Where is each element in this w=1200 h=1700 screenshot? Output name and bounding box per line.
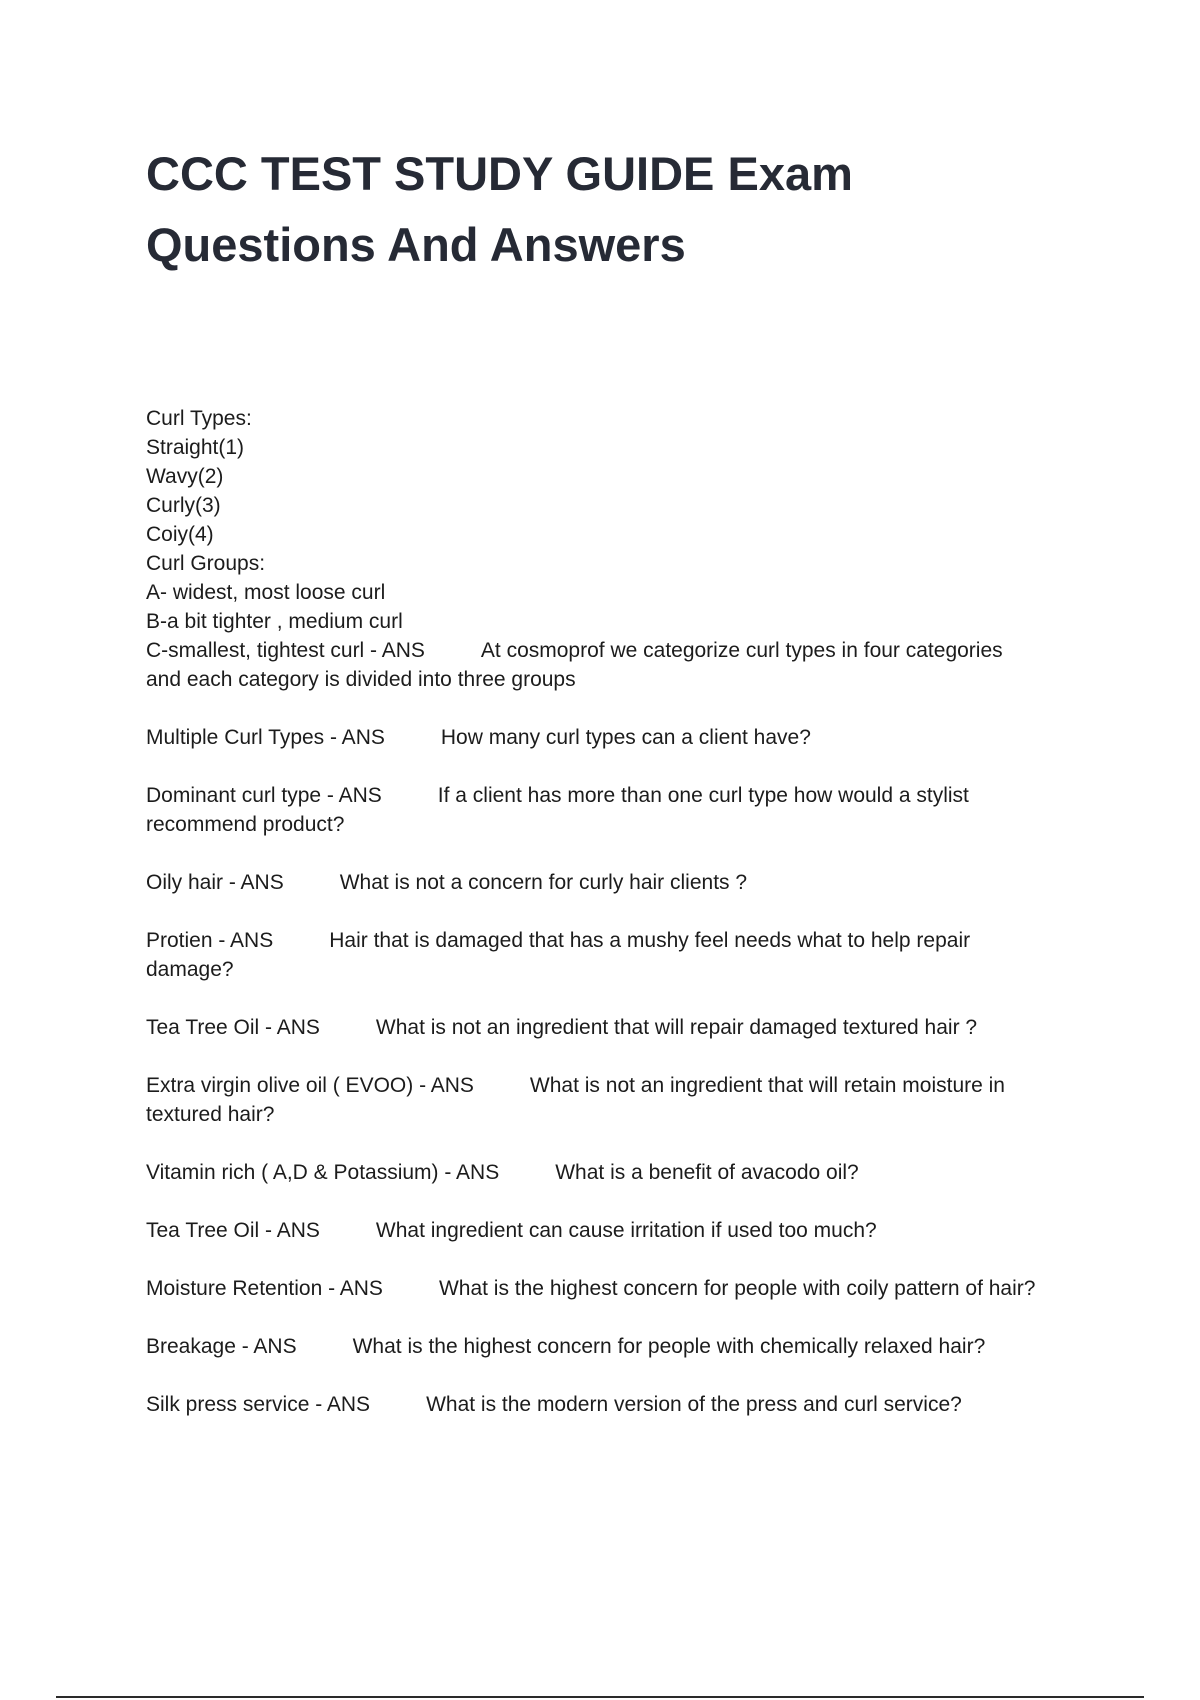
qa-line — [146, 868, 1086, 897]
curl-line: A- widest, most loose curl — [146, 581, 386, 604]
qa-term: Protien - ANS — [146, 929, 274, 952]
qa-list — [146, 723, 1086, 1419]
qa-question: How many curl types can a client have? — [440, 726, 811, 749]
qa-term: Vitamin rich ( A,D & Potassium) - ANS — [146, 1161, 500, 1184]
qa-term: Dominant curl type - ANS — [146, 784, 382, 807]
qa-term: Tea Tree Oil - ANS — [146, 1219, 320, 1242]
qa-line — [146, 723, 1086, 752]
qa-item — [146, 781, 1086, 839]
qa-question: What is not an ingredient that will retain moisture in — [529, 1074, 1005, 1097]
qa-term: Multiple Curl Types - ANS — [146, 726, 385, 749]
qa-item — [146, 868, 1086, 897]
title-line-1: CCC TEST STUDY GUIDE Exam — [146, 147, 853, 200]
qa-item — [146, 1274, 1086, 1303]
qa-line — [146, 1071, 1086, 1100]
qa-line — [146, 1158, 1086, 1187]
qa-line — [146, 1216, 1086, 1245]
qa-question: What is a benefit of avacodo oil? — [555, 1161, 859, 1184]
qa-item — [146, 1332, 1086, 1361]
qa-question: What is the highest concern for people with coily pattern of hair? — [438, 1277, 1036, 1300]
qa-question-continuation: recommend product? — [146, 813, 345, 836]
qa-item — [146, 1390, 1086, 1419]
curl-line: Wavy(2) — [146, 465, 224, 488]
title-line-2: Questions And Answers — [146, 218, 686, 271]
curl-answer-continuation: and each category is divided into three groups — [146, 668, 576, 691]
curl-line: Curl Groups: — [146, 552, 266, 575]
qa-question: Hair that is damaged that has a mushy feel needs what to help repair — [329, 929, 971, 952]
qa-question: If a client has more than one curl type how would a stylist — [437, 784, 969, 807]
curl-answer: At cosmoprof we categorize curl types in four categories — [480, 639, 1003, 662]
qa-item — [146, 1158, 1086, 1187]
curl-term: C-smallest, tightest curl - ANS — [146, 639, 425, 662]
qa-question-continuation: damage? — [146, 958, 234, 981]
qa-line — [146, 781, 1086, 810]
qa-item — [146, 1071, 1086, 1129]
qa-term: Moisture Retention - ANS — [146, 1277, 383, 1300]
qa-content — [146, 404, 1086, 1448]
page-title — [146, 138, 1046, 280]
qa-term: Oily hair - ANS — [146, 871, 284, 894]
qa-item — [146, 1013, 1086, 1042]
qa-question: What is not an ingredient that will repair damaged textured hair ? — [375, 1016, 978, 1039]
qa-line — [146, 1013, 1086, 1042]
qa-term: Tea Tree Oil - ANS — [146, 1016, 320, 1039]
qa-question: What is the modern version of the press and curl service? — [426, 1393, 962, 1416]
qa-line — [146, 926, 1086, 955]
curl-line: Curl Types: — [146, 407, 252, 430]
curl-answer-line — [146, 636, 1086, 665]
qa-question-continuation: textured hair? — [146, 1103, 275, 1126]
curl-line: Curly(3) — [146, 494, 221, 517]
curl-line: Straight(1) — [146, 436, 245, 459]
qa-item — [146, 1216, 1086, 1245]
curl-line: Coiy(4) — [146, 523, 214, 546]
qa-item — [146, 926, 1086, 984]
qa-item — [146, 723, 1086, 752]
footer-divider — [56, 1696, 1144, 1698]
curl-line: B-a bit tighter , medium curl — [146, 610, 403, 633]
qa-line — [146, 1332, 1086, 1361]
qa-term: Silk press service - ANS — [146, 1393, 371, 1416]
qa-term: Extra virgin olive oil ( EVOO) - ANS — [146, 1074, 474, 1097]
qa-term: Breakage - ANS — [146, 1335, 297, 1358]
qa-line — [146, 1390, 1086, 1419]
curl-types-entry — [146, 404, 1086, 694]
qa-line — [146, 1274, 1086, 1303]
qa-question: What ingredient can cause irritation if used too much? — [375, 1219, 877, 1242]
qa-question: What is not a concern for curly hair clients ? — [339, 871, 748, 894]
qa-question: What is the highest concern for people with chemically relaxed hair? — [352, 1335, 986, 1358]
